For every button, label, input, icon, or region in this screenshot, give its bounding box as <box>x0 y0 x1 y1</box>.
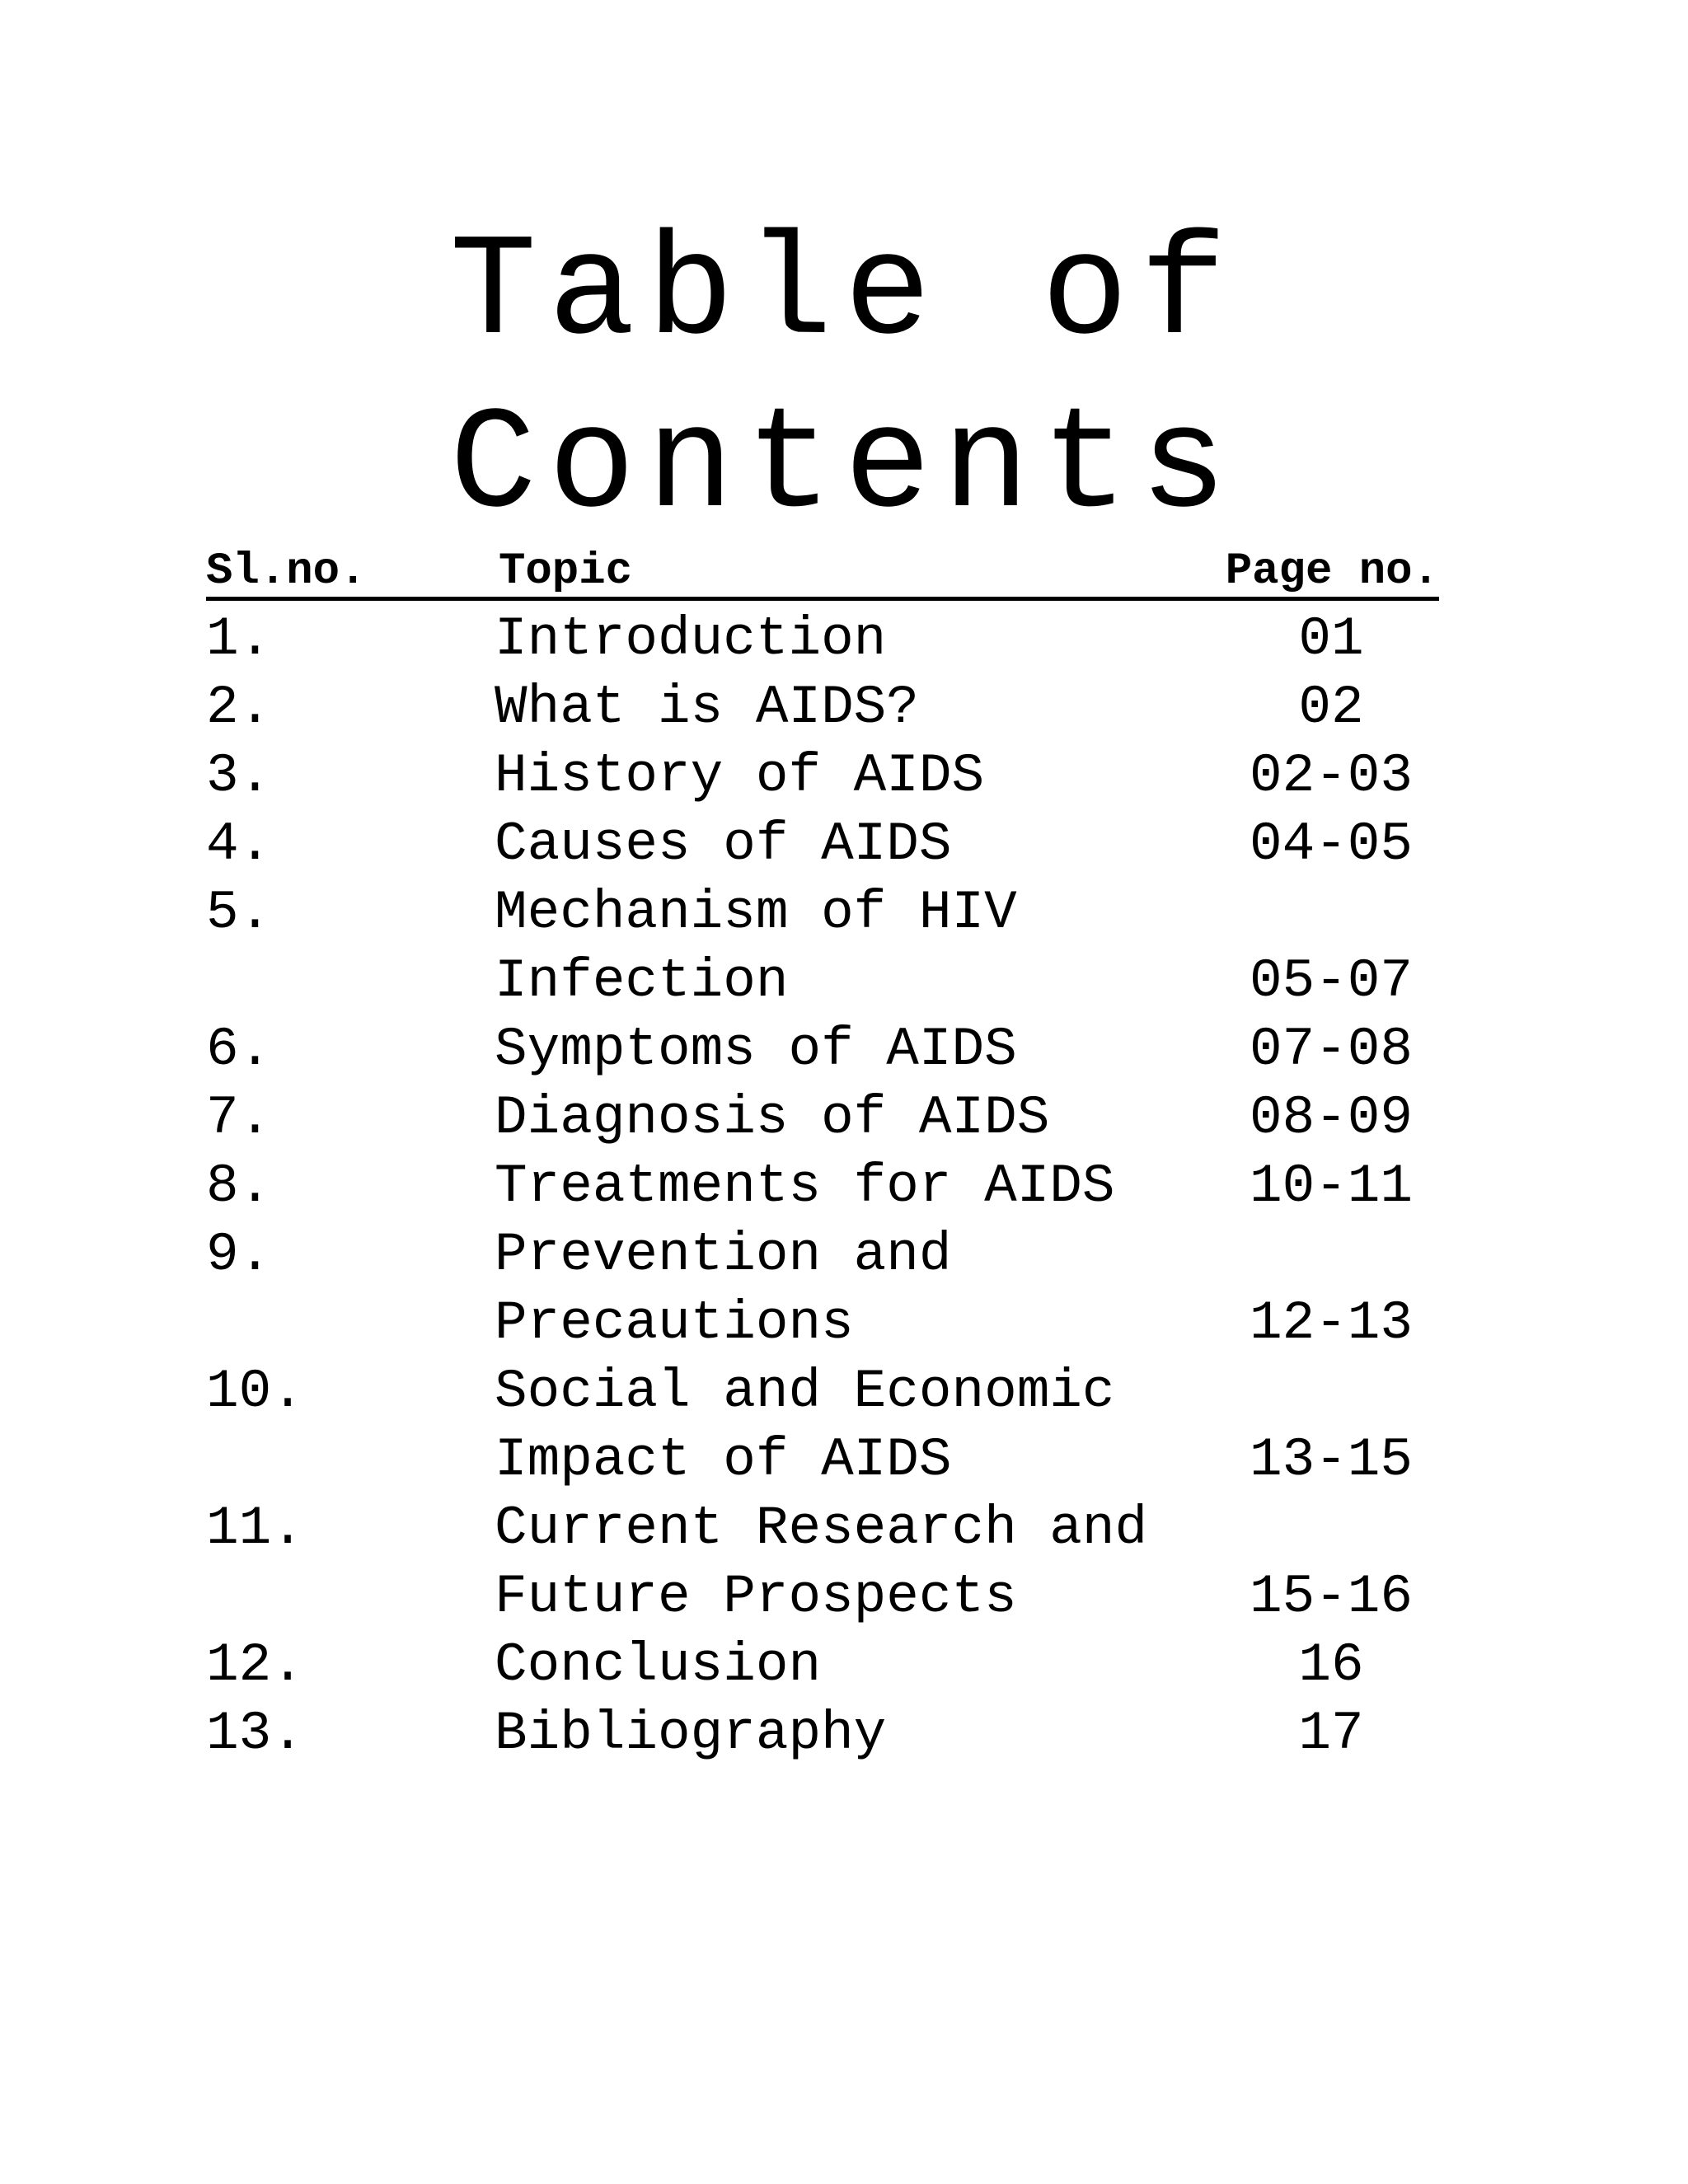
row-topic-line: Precautions <box>495 1292 854 1354</box>
row-sl-no: 3. <box>206 745 272 807</box>
row-sl-no: 12. <box>206 1634 304 1696</box>
row-page-no: 05-07 <box>1249 950 1414 1012</box>
row-page-no: 15-16 <box>1249 1566 1414 1628</box>
row-sl-no: 13. <box>206 1703 304 1765</box>
row-page-no: 01 <box>1298 608 1364 670</box>
row-topic <box>495 1631 821 1699</box>
row-sl-no: 10. <box>206 1361 304 1422</box>
row-page-no: 13-15 <box>1249 1429 1414 1491</box>
table-row <box>206 1631 1439 1699</box>
row-sl-no: 2. <box>206 677 272 738</box>
row-topic <box>495 1152 1115 1221</box>
row-topic-line: Future Prospects <box>495 1566 1017 1628</box>
row-page-no: 17 <box>1298 1703 1364 1765</box>
page-title-line-2: Contents <box>449 384 1239 549</box>
row-page-no: 07-08 <box>1249 1019 1414 1080</box>
table-row <box>206 673 1439 742</box>
table-row <box>206 1015 1439 1084</box>
row-topic-line: Introduction <box>495 608 887 670</box>
row-topic <box>495 1084 1049 1152</box>
row-sl-no: 8. <box>206 1155 272 1217</box>
row-topic <box>495 1699 886 1768</box>
row-topic-line: Prevention and <box>495 1224 952 1286</box>
row-topic <box>495 605 886 673</box>
row-page-no: 12-13 <box>1249 1292 1414 1354</box>
table-row <box>206 1699 1439 1768</box>
row-topic-line: Mechanism of HIV <box>495 882 1017 944</box>
table-row <box>206 810 1439 879</box>
row-page-no: 04-05 <box>1249 813 1414 875</box>
row-topic-line: Impact of AIDS <box>495 1429 952 1491</box>
row-topic <box>495 1015 1017 1084</box>
row-topic <box>495 879 1017 1015</box>
table-row <box>206 1494 1439 1631</box>
row-sl-no: 4. <box>206 813 272 875</box>
row-page-no: 08-09 <box>1249 1087 1414 1149</box>
page-title-line-1: Table of <box>449 211 1239 376</box>
header-topic: Topic <box>499 546 633 597</box>
table-row <box>206 879 1439 1015</box>
row-page-no: 16 <box>1298 1634 1364 1696</box>
table-row <box>206 1221 1439 1357</box>
row-sl-no: 6. <box>206 1019 272 1080</box>
row-sl-no: 11. <box>206 1497 304 1559</box>
row-sl-no: 1. <box>206 608 272 670</box>
row-topic <box>495 673 919 742</box>
row-topic-line: Treatments for AIDS <box>495 1155 1115 1217</box>
row-topic <box>495 1357 1115 1494</box>
header-sl-no: Sl.no. <box>206 546 367 597</box>
header-page-no: Page no. <box>1225 546 1439 597</box>
row-topic <box>495 1494 1147 1631</box>
row-topic-line: Bibliography <box>495 1703 887 1765</box>
row-page-no: 02 <box>1298 677 1364 738</box>
row-page-no: 02-03 <box>1249 745 1414 807</box>
row-topic-line: What is AIDS? <box>495 677 919 738</box>
row-topic-line: History of AIDS <box>495 745 985 807</box>
row-topic-line: Causes of AIDS <box>495 813 952 875</box>
toc-table <box>206 605 1439 1768</box>
table-row <box>206 1084 1439 1152</box>
row-sl-no: 7. <box>206 1087 272 1149</box>
row-topic-line: Symptoms of AIDS <box>495 1019 1017 1080</box>
row-page-no: 10-11 <box>1249 1155 1414 1217</box>
table-row <box>206 1152 1439 1221</box>
table-header <box>206 547 1439 601</box>
table-row <box>206 742 1439 810</box>
row-sl-no: 5. <box>206 882 272 944</box>
row-topic-line: Diagnosis of AIDS <box>495 1087 1050 1149</box>
table-row <box>206 605 1439 673</box>
table-row <box>206 1357 1439 1494</box>
row-topic-line: Current Research and <box>495 1497 1148 1559</box>
row-sl-no: 9. <box>206 1224 272 1286</box>
row-topic-line: Social and Economic <box>495 1361 1115 1422</box>
row-topic <box>495 810 952 879</box>
row-topic-line: Conclusion <box>495 1634 822 1696</box>
row-topic <box>495 742 984 810</box>
row-topic <box>495 1221 952 1357</box>
row-topic-line: Infection <box>495 950 789 1012</box>
